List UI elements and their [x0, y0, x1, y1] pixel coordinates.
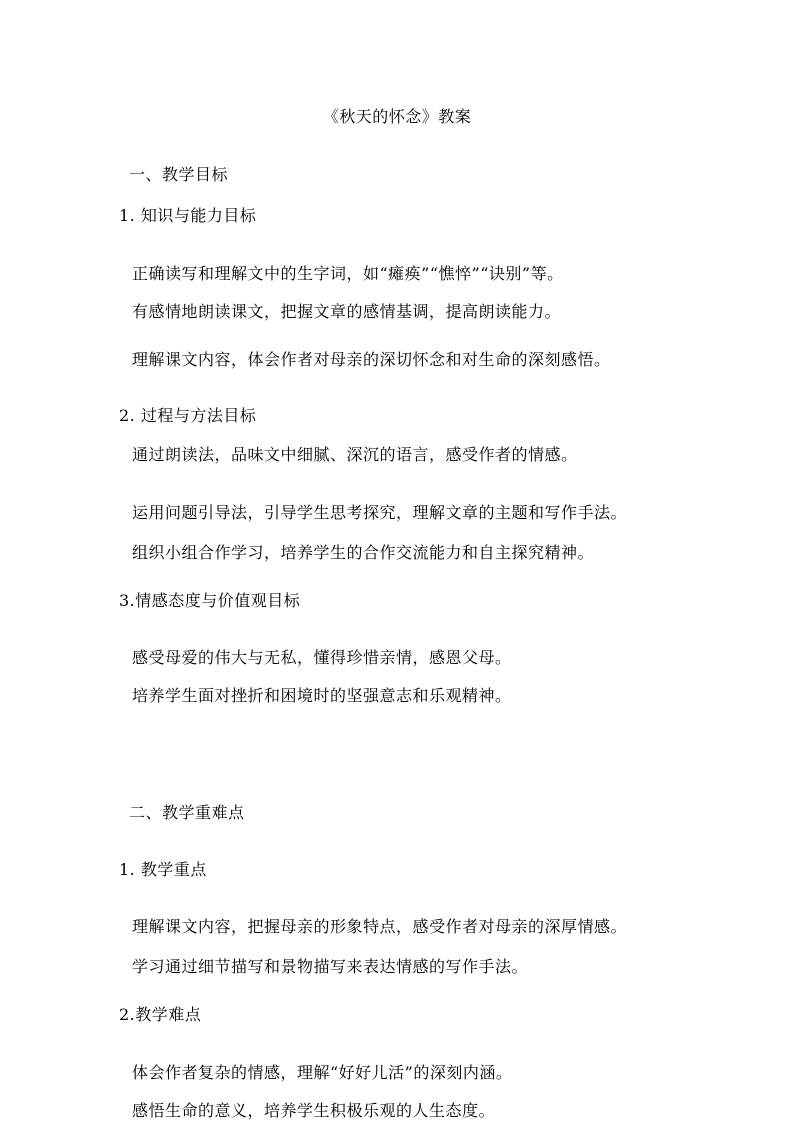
list-item: 正确读写和理解文中的生字词，如“瘫痪”“憔悴”“诀别”等。: [132, 264, 564, 283]
list-item: 有感情地朗读课文，把握文章的感情基调，提高朗读能力。: [132, 302, 562, 321]
list-item: 感悟生命的意义，培养学生积极乐观的人生态度。: [132, 1101, 496, 1120]
list-item: 培养学生面对挫折和困境时的坚强意志和乐观精神。: [132, 686, 512, 705]
list-item: 体会作者复杂的情感，理解“好好儿活”的深刻内涵。: [132, 1063, 513, 1082]
list-item: 学习通过细节描写和景物描写来表达情感的写作手法。: [132, 957, 529, 976]
section-heading-teaching-goals: 一、教学目标: [129, 165, 229, 184]
subsection-heading-knowledge: 1. 知识与能力目标: [119, 206, 257, 225]
list-item: 理解课文内容，体会作者对母亲的深切怀念和对生命的深刻感悟。: [132, 350, 611, 369]
list-item: 感受母爱的伟大与无私，懂得珍惜亲情，感恩父母。: [132, 648, 512, 667]
subsection-heading-emotion: 3.情感态度与价值观目标: [119, 591, 301, 610]
document-title: 《秋天的怀念》教案: [322, 107, 472, 126]
list-item: 组织小组合作学习，培养学生的合作交流能力和自主探究精神。: [132, 543, 595, 562]
list-item: 通过朗读法，品味文中细腻、深沉的语言，感受作者的情感。: [132, 445, 578, 464]
subsection-heading-difficulty: 2.教学难点: [119, 1005, 202, 1024]
section-heading-key-points: 二、教学重难点: [129, 803, 245, 822]
list-item: 理解课文内容，把握母亲的形象特点，感受作者对母亲的深厚情感。: [132, 917, 628, 936]
subsection-heading-key-focus: 1. 教学重点: [119, 860, 207, 879]
subsection-heading-process: 2. 过程与方法目标: [119, 406, 257, 425]
list-item: 运用问题引导法，引导学生思考探究，理解文章的主题和写作手法。: [132, 503, 628, 522]
